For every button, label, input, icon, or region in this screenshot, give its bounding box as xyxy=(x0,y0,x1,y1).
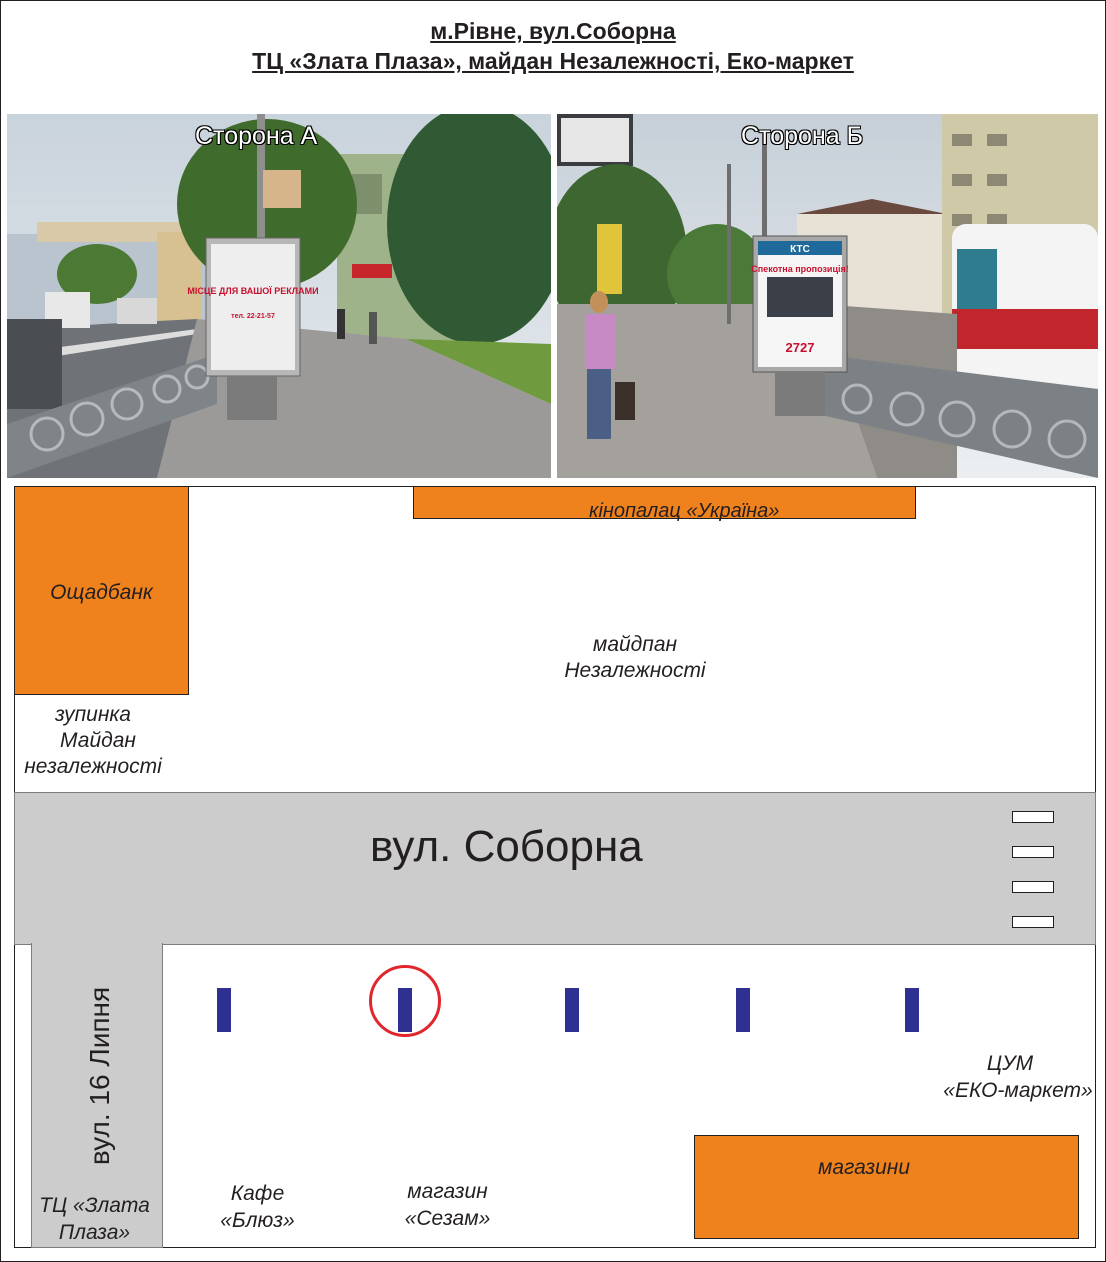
bus-stop-label-2: Майдан xyxy=(60,729,136,752)
citylight-marker xyxy=(736,988,750,1032)
photo-side-a xyxy=(7,114,551,478)
crosswalk-stripe xyxy=(1012,811,1054,823)
sesam-label-1: магазин xyxy=(407,1180,488,1203)
side-b-label: Сторона Б xyxy=(741,122,863,150)
shops-label: магазини xyxy=(817,1156,911,1179)
citylight-marker xyxy=(217,988,231,1032)
title-line-2: ТЦ «Злата Плаза», майдан Незалежності, Еко-маркет xyxy=(252,48,854,74)
title-line-1: м.Рівне, вул.Соборна xyxy=(430,18,676,44)
poster-headline-b: Спекотна пропозиція! xyxy=(751,264,849,274)
crosswalk-stripe xyxy=(1012,881,1054,893)
main-street-label: вул. Соборна xyxy=(370,822,643,871)
selected-location-ring xyxy=(369,965,441,1037)
poster-phone-a: тел. 22-21-57 xyxy=(231,313,275,320)
cafe-label-1: Кафе xyxy=(230,1182,285,1205)
citylight-marker xyxy=(905,988,919,1032)
road-junction xyxy=(32,942,162,946)
bus-stop-label-1: зупинка xyxy=(55,703,131,726)
crosswalk-stripe xyxy=(1012,846,1054,858)
photo-side-b xyxy=(557,114,1098,478)
bus-stop-label-3: незалежності xyxy=(24,755,162,778)
zlata-plaza-label-2: Плаза» xyxy=(58,1221,131,1244)
kinopalace-label: кінопалац «Україна» xyxy=(589,500,780,522)
oschadbank-label: Ощадбанк xyxy=(50,581,153,604)
maidan-label-2: Незалежності xyxy=(564,659,706,682)
poster-text-a: МІСЦЕ ДЛЯ ВАШОЇ РЕКЛАМИ xyxy=(187,286,319,296)
poster-brand-b: КТС xyxy=(790,244,810,255)
tsum-label-2: «ЕКО-маркет» xyxy=(943,1079,1093,1102)
crosswalk-stripe xyxy=(1012,916,1054,928)
sesam-label-2: «Сезам» xyxy=(404,1207,491,1230)
tsum-label-1: ЦУМ xyxy=(986,1052,1034,1075)
side-a-label: Сторона А xyxy=(195,122,318,150)
cafe-label-2: «Блюз» xyxy=(220,1209,295,1232)
citylight-marker xyxy=(565,988,579,1032)
maidan-label-1: майдпан xyxy=(592,633,678,656)
poster-number-b: 2727 xyxy=(785,340,815,355)
zlata-plaza-label-1: ТЦ «Злата xyxy=(39,1194,150,1217)
side-street-label: вул. 16 Липня xyxy=(84,986,115,1166)
shops-building xyxy=(694,1135,1079,1239)
